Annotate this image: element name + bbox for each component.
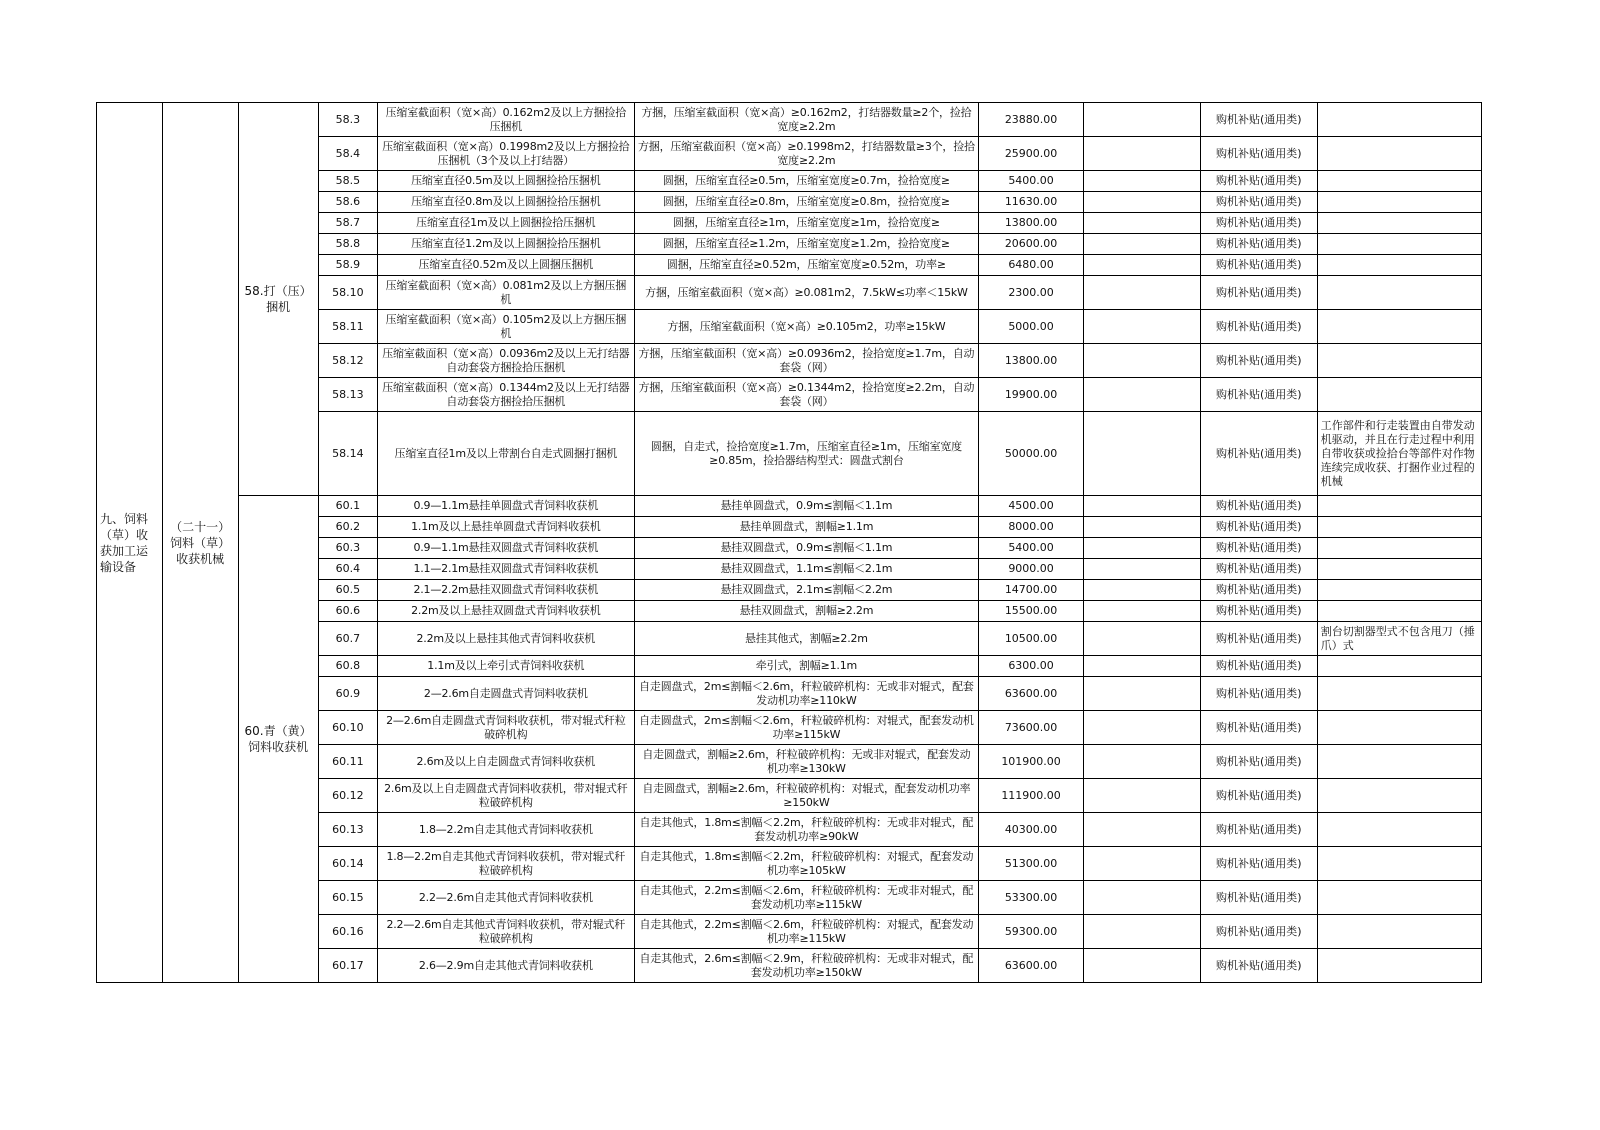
item-code: 58.10 xyxy=(318,276,378,310)
remark xyxy=(1317,517,1481,538)
subsidy-amount: 40300.00 xyxy=(979,813,1084,847)
item-spec: 方捆，压缩室截面积（宽×高）≥0.1998m2，打结器数量≥3个，捡拾宽度≥2.2m xyxy=(634,137,979,171)
remark xyxy=(1317,580,1481,601)
item-name: 1.8—2.2m自走其他式青饲料收获机 xyxy=(378,813,634,847)
subsidy-type: 购机补贴(通用类) xyxy=(1200,137,1317,171)
item-code: 60.10 xyxy=(318,711,378,745)
subsidy-amount: 111900.00 xyxy=(979,779,1084,813)
extra-cell xyxy=(1083,344,1200,378)
item-code: 58.11 xyxy=(318,310,378,344)
extra-cell xyxy=(1083,171,1200,192)
item-code: 58.7 xyxy=(318,213,378,234)
remark xyxy=(1317,813,1481,847)
item-name: 2.2—2.6m自走其他式青饲料收获机，带对辊式秆粒破碎机构 xyxy=(378,915,634,949)
item-spec: 自走圆盘式，割幅≥2.6m，秆粒破碎机构：对辊式，配套发动机功率≥150kW xyxy=(634,779,979,813)
subsidy-type: 购机补贴(通用类) xyxy=(1200,559,1317,580)
extra-cell xyxy=(1083,711,1200,745)
subsidy-type: 购机补贴(通用类) xyxy=(1200,344,1317,378)
subsidy-type: 购机补贴(通用类) xyxy=(1200,496,1317,517)
subsidy-amount: 9000.00 xyxy=(979,559,1084,580)
item-code: 58.8 xyxy=(318,234,378,255)
remark xyxy=(1317,378,1481,412)
item-name: 0.9—1.1m悬挂双圆盘式青饲料收获机 xyxy=(378,538,634,559)
item-name: 2.2—2.6m自走其他式青饲料收获机 xyxy=(378,881,634,915)
subsidy-type: 购机补贴(通用类) xyxy=(1200,171,1317,192)
item-name: 2—2.6m自走圆盘式青饲料收获机 xyxy=(378,677,634,711)
extra-cell xyxy=(1083,677,1200,711)
item-code: 60.15 xyxy=(318,881,378,915)
extra-cell xyxy=(1083,496,1200,517)
item-name: 2.1—2.2m悬挂双圆盘式青饲料收获机 xyxy=(378,580,634,601)
item-spec: 自走其他式，1.8m≤割幅＜2.2m，秆粒破碎机构：无或非对辊式，配套发动机功率≥90kW xyxy=(634,813,979,847)
item-name: 压缩室截面积（宽×高）0.081m2及以上方捆压捆机 xyxy=(378,276,634,310)
item-code: 58.3 xyxy=(318,103,378,137)
remark xyxy=(1317,601,1481,622)
extra-cell xyxy=(1083,412,1200,496)
item-name: 1.1m及以上牵引式青饲料收获机 xyxy=(378,656,634,677)
item-code: 60.7 xyxy=(318,622,378,656)
item-code: 60.8 xyxy=(318,656,378,677)
item-code: 60.13 xyxy=(318,813,378,847)
item-code: 60.17 xyxy=(318,949,378,983)
extra-cell xyxy=(1083,915,1200,949)
subsidy-type: 购机补贴(通用类) xyxy=(1200,255,1317,276)
subsidy-amount: 19900.00 xyxy=(979,378,1084,412)
item-name: 1.8—2.2m自走其他式青饲料收获机，带对辊式秆粒破碎机构 xyxy=(378,847,634,881)
item-spec: 悬挂双圆盘式，1.1m≤割幅＜2.1m xyxy=(634,559,979,580)
item-name: 压缩室直径1m及以上带割台自走式圆捆打捆机 xyxy=(378,412,634,496)
item-spec: 悬挂双圆盘式，0.9m≤割幅＜1.1m xyxy=(634,538,979,559)
subsidy-type: 购机补贴(通用类) xyxy=(1200,949,1317,983)
extra-cell xyxy=(1083,213,1200,234)
subsidy-type: 购机补贴(通用类) xyxy=(1200,103,1317,137)
subsidy-type: 购机补贴(通用类) xyxy=(1200,580,1317,601)
table-body xyxy=(97,103,1482,983)
subsidy-type: 购机补贴(通用类) xyxy=(1200,847,1317,881)
remark xyxy=(1317,192,1481,213)
item-spec: 圆捆，压缩室直径≥0.52m，压缩室宽度≥0.52m，功率≥ xyxy=(634,255,979,276)
extra-cell xyxy=(1083,745,1200,779)
subsidy-type: 购机补贴(通用类) xyxy=(1200,192,1317,213)
subsidy-amount: 10500.00 xyxy=(979,622,1084,656)
extra-cell xyxy=(1083,779,1200,813)
subsidy-amount: 2300.00 xyxy=(979,276,1084,310)
remark: 工作部件和行走装置由自带发动机驱动，并且在行走过程中利用自带收获或捡拾台等部件对作物连续完成收获、打捆作业过程的机械 xyxy=(1317,412,1481,496)
item-name: 压缩室截面积（宽×高）0.1344m2及以上无打结器自动套袋方捆捡拾压捆机 xyxy=(378,378,634,412)
remark xyxy=(1317,915,1481,949)
subsidy-amount: 8000.00 xyxy=(979,517,1084,538)
extra-cell xyxy=(1083,622,1200,656)
remark xyxy=(1317,137,1481,171)
item-name: 压缩室直径0.5m及以上圆捆捡拾压捆机 xyxy=(378,171,634,192)
extra-cell xyxy=(1083,881,1200,915)
subsidy-amount: 5400.00 xyxy=(979,538,1084,559)
extra-cell xyxy=(1083,276,1200,310)
subsidy-type: 购机补贴(通用类) xyxy=(1200,915,1317,949)
item-spec: 牵引式，割幅≥1.1m xyxy=(634,656,979,677)
item-spec: 圆捆，压缩室直径≥1m，压缩室宽度≥1m，捡拾宽度≥ xyxy=(634,213,979,234)
subsidy-type: 购机补贴(通用类) xyxy=(1200,276,1317,310)
remark xyxy=(1317,745,1481,779)
item-spec: 自走其他式，2.2m≤割幅＜2.6m，秆粒破碎机构：对辊式，配套发动机功率≥115kW xyxy=(634,915,979,949)
subsidy-type: 购机补贴(通用类) xyxy=(1200,813,1317,847)
remark: 割台切割器型式不包含甩刀（捶爪）式 xyxy=(1317,622,1481,656)
subsidy-amount: 73600.00 xyxy=(979,711,1084,745)
item-name: 压缩室截面积（宽×高）0.1998m2及以上方捆捡拾压捆机（3个及以上打结器） xyxy=(378,137,634,171)
subsidy-amount: 6480.00 xyxy=(979,255,1084,276)
product-group: 60.青（黄）饲料收获机 xyxy=(238,496,318,983)
item-spec: 方捆，压缩室截面积（宽×高）≥0.0936m2，捡拾宽度≥1.7m，自动套袋（网） xyxy=(634,344,979,378)
table-row xyxy=(97,103,1482,137)
extra-cell xyxy=(1083,949,1200,983)
item-name: 1.1m及以上悬挂单圆盘式青饲料收获机 xyxy=(378,517,634,538)
subsidy-amount: 23880.00 xyxy=(979,103,1084,137)
extra-cell xyxy=(1083,234,1200,255)
subsidy-type: 购机补贴(通用类) xyxy=(1200,412,1317,496)
remark xyxy=(1317,255,1481,276)
subsidy-amount: 11630.00 xyxy=(979,192,1084,213)
remark xyxy=(1317,103,1481,137)
extra-cell xyxy=(1083,559,1200,580)
item-spec: 方捆，压缩室截面积（宽×高）≥0.1344m2，捡拾宽度≥2.2m，自动套袋（网） xyxy=(634,378,979,412)
item-code: 58.5 xyxy=(318,171,378,192)
item-spec: 圆捆，压缩室直径≥0.5m，压缩室宽度≥0.7m，捡拾宽度≥ xyxy=(634,171,979,192)
item-spec: 自走圆盘式，2m≤割幅＜2.6m，秆粒破碎机构：无或非对辊式，配套发动机功率≥110kW xyxy=(634,677,979,711)
extra-cell xyxy=(1083,192,1200,213)
item-code: 60.11 xyxy=(318,745,378,779)
item-spec: 悬挂单圆盘式，割幅≥1.1m xyxy=(634,517,979,538)
item-spec: 悬挂双圆盘式，2.1m≤割幅＜2.2m xyxy=(634,580,979,601)
subsidy-type: 购机补贴(通用类) xyxy=(1200,711,1317,745)
remark xyxy=(1317,538,1481,559)
remark xyxy=(1317,496,1481,517)
extra-cell xyxy=(1083,601,1200,622)
remark xyxy=(1317,213,1481,234)
item-spec: 方捆，压缩室截面积（宽×高）≥0.162m2，打结器数量≥2个，捡拾宽度≥2.2m xyxy=(634,103,979,137)
subsidy-amount: 13800.00 xyxy=(979,344,1084,378)
subsidy-type: 购机补贴(通用类) xyxy=(1200,310,1317,344)
item-code: 60.14 xyxy=(318,847,378,881)
item-name: 压缩室截面积（宽×高）0.0936m2及以上无打结器自动套袋方捆捡拾压捆机 xyxy=(378,344,634,378)
item-name: 压缩室截面积（宽×高）0.105m2及以上方捆压捆机 xyxy=(378,310,634,344)
item-code: 58.6 xyxy=(318,192,378,213)
remark xyxy=(1317,847,1481,881)
subsidy-amount: 20600.00 xyxy=(979,234,1084,255)
remark xyxy=(1317,677,1481,711)
item-code: 60.1 xyxy=(318,496,378,517)
remark xyxy=(1317,881,1481,915)
item-name: 压缩室直径1.2m及以上圆捆捡拾压捆机 xyxy=(378,234,634,255)
item-spec: 悬挂双圆盘式，割幅≥2.2m xyxy=(634,601,979,622)
category-level2: （二十一）饲料（草）收获机械 xyxy=(162,103,238,983)
item-code: 58.13 xyxy=(318,378,378,412)
remark xyxy=(1317,949,1481,983)
subsidy-type: 购机补贴(通用类) xyxy=(1200,517,1317,538)
item-code: 60.2 xyxy=(318,517,378,538)
subsidy-type: 购机补贴(通用类) xyxy=(1200,881,1317,915)
extra-cell xyxy=(1083,538,1200,559)
item-code: 58.14 xyxy=(318,412,378,496)
subsidy-table xyxy=(96,102,1482,983)
subsidy-amount: 25900.00 xyxy=(979,137,1084,171)
extra-cell xyxy=(1083,847,1200,881)
remark xyxy=(1317,234,1481,255)
remark xyxy=(1317,711,1481,745)
extra-cell xyxy=(1083,656,1200,677)
item-name: 压缩室截面积（宽×高）0.162m2及以上方捆捡拾压捆机 xyxy=(378,103,634,137)
item-name: 1.1—2.1m悬挂双圆盘式青饲料收获机 xyxy=(378,559,634,580)
item-name: 压缩室直径0.52m及以上圆捆压捆机 xyxy=(378,255,634,276)
subsidy-amount: 101900.00 xyxy=(979,745,1084,779)
category-level1: 九、饲料（草）收获加工运输设备 xyxy=(97,103,163,983)
item-name: 2.2m及以上悬挂其他式青饲料收获机 xyxy=(378,622,634,656)
subsidy-amount: 59300.00 xyxy=(979,915,1084,949)
item-spec: 圆捆，压缩室直径≥1.2m，压缩室宽度≥1.2m，捡拾宽度≥ xyxy=(634,234,979,255)
item-spec: 悬挂其他式，割幅≥2.2m xyxy=(634,622,979,656)
extra-cell xyxy=(1083,517,1200,538)
item-code: 60.6 xyxy=(318,601,378,622)
subsidy-amount: 63600.00 xyxy=(979,677,1084,711)
subsidy-amount: 6300.00 xyxy=(979,656,1084,677)
item-code: 60.9 xyxy=(318,677,378,711)
subsidy-type: 购机补贴(通用类) xyxy=(1200,538,1317,559)
item-name: 压缩室直径0.8m及以上圆捆捡拾压捆机 xyxy=(378,192,634,213)
item-spec: 方捆，压缩室截面积（宽×高）≥0.081m2，7.5kW≤功率＜15kW xyxy=(634,276,979,310)
subsidy-amount: 14700.00 xyxy=(979,580,1084,601)
extra-cell xyxy=(1083,378,1200,412)
item-code: 60.4 xyxy=(318,559,378,580)
item-code: 60.16 xyxy=(318,915,378,949)
extra-cell xyxy=(1083,813,1200,847)
extra-cell xyxy=(1083,103,1200,137)
remark xyxy=(1317,656,1481,677)
subsidy-amount: 51300.00 xyxy=(979,847,1084,881)
subsidy-amount: 4500.00 xyxy=(979,496,1084,517)
extra-cell xyxy=(1083,580,1200,601)
subsidy-type: 购机补贴(通用类) xyxy=(1200,622,1317,656)
item-spec: 自走其他式，2.2m≤割幅＜2.6m，秆粒破碎机构：无或非对辊式，配套发动机功率≥115kW xyxy=(634,881,979,915)
extra-cell xyxy=(1083,310,1200,344)
item-code: 60.12 xyxy=(318,779,378,813)
subsidy-amount: 5400.00 xyxy=(979,171,1084,192)
subsidy-amount: 13800.00 xyxy=(979,213,1084,234)
item-name: 2.6—2.9m自走其他式青饲料收获机 xyxy=(378,949,634,983)
item-spec: 圆捆，压缩室直径≥0.8m，压缩室宽度≥0.8m，捡拾宽度≥ xyxy=(634,192,979,213)
item-code: 60.5 xyxy=(318,580,378,601)
remark xyxy=(1317,779,1481,813)
item-spec: 自走圆盘式，2m≤割幅＜2.6m，秆粒破碎机构：对辊式，配套发动机功率≥115kW xyxy=(634,711,979,745)
item-name: 2—2.6m自走圆盘式青饲料收获机，带对辊式秆粒破碎机构 xyxy=(378,711,634,745)
remark xyxy=(1317,559,1481,580)
subsidy-type: 购机补贴(通用类) xyxy=(1200,234,1317,255)
extra-cell xyxy=(1083,255,1200,276)
remark xyxy=(1317,276,1481,310)
subsidy-type: 购机补贴(通用类) xyxy=(1200,601,1317,622)
subsidy-amount: 50000.00 xyxy=(979,412,1084,496)
item-code: 58.4 xyxy=(318,137,378,171)
remark xyxy=(1317,310,1481,344)
subsidy-type: 购机补贴(通用类) xyxy=(1200,378,1317,412)
item-code: 58.9 xyxy=(318,255,378,276)
item-spec: 方捆，压缩室截面积（宽×高）≥0.105m2，功率≥15kW xyxy=(634,310,979,344)
item-code: 58.12 xyxy=(318,344,378,378)
subsidy-type: 购机补贴(通用类) xyxy=(1200,779,1317,813)
item-spec: 圆捆，自走式，捡拾宽度≥1.7m，压缩室直径≥1m，压缩室宽度≥0.85m，捡拾器结构型式：圆盘式割台 xyxy=(634,412,979,496)
item-name: 2.2m及以上悬挂双圆盘式青饲料收获机 xyxy=(378,601,634,622)
subsidy-type: 购机补贴(通用类) xyxy=(1200,213,1317,234)
subsidy-amount: 15500.00 xyxy=(979,601,1084,622)
item-name: 0.9—1.1m悬挂单圆盘式青饲料收获机 xyxy=(378,496,634,517)
product-group: 58.打（压）捆机 xyxy=(238,103,318,496)
item-spec: 自走其他式，1.8m≤割幅＜2.2m，秆粒破碎机构：对辊式，配套发动机功率≥105kW xyxy=(634,847,979,881)
subsidy-type: 购机补贴(通用类) xyxy=(1200,656,1317,677)
item-spec: 悬挂单圆盘式，0.9m≤割幅＜1.1m xyxy=(634,496,979,517)
remark xyxy=(1317,171,1481,192)
table-row xyxy=(97,496,1482,517)
item-name: 2.6m及以上自走圆盘式青饲料收获机 xyxy=(378,745,634,779)
subsidy-amount: 63600.00 xyxy=(979,949,1084,983)
subsidy-type: 购机补贴(通用类) xyxy=(1200,677,1317,711)
item-name: 2.6m及以上自走圆盘式青饲料收获机，带对辊式秆粒破碎机构 xyxy=(378,779,634,813)
item-spec: 自走其他式，2.6m≤割幅＜2.9m，秆粒破碎机构：无或非对辊式，配套发动机功率≥150kW xyxy=(634,949,979,983)
item-code: 60.3 xyxy=(318,538,378,559)
subsidy-amount: 53300.00 xyxy=(979,881,1084,915)
subsidy-amount: 5000.00 xyxy=(979,310,1084,344)
item-name: 压缩室直径1m及以上圆捆捡拾压捆机 xyxy=(378,213,634,234)
extra-cell xyxy=(1083,137,1200,171)
subsidy-type: 购机补贴(通用类) xyxy=(1200,745,1317,779)
remark xyxy=(1317,344,1481,378)
item-spec: 自走圆盘式，割幅≥2.6m，秆粒破碎机构：无或非对辊式，配套发动机功率≥130kW xyxy=(634,745,979,779)
